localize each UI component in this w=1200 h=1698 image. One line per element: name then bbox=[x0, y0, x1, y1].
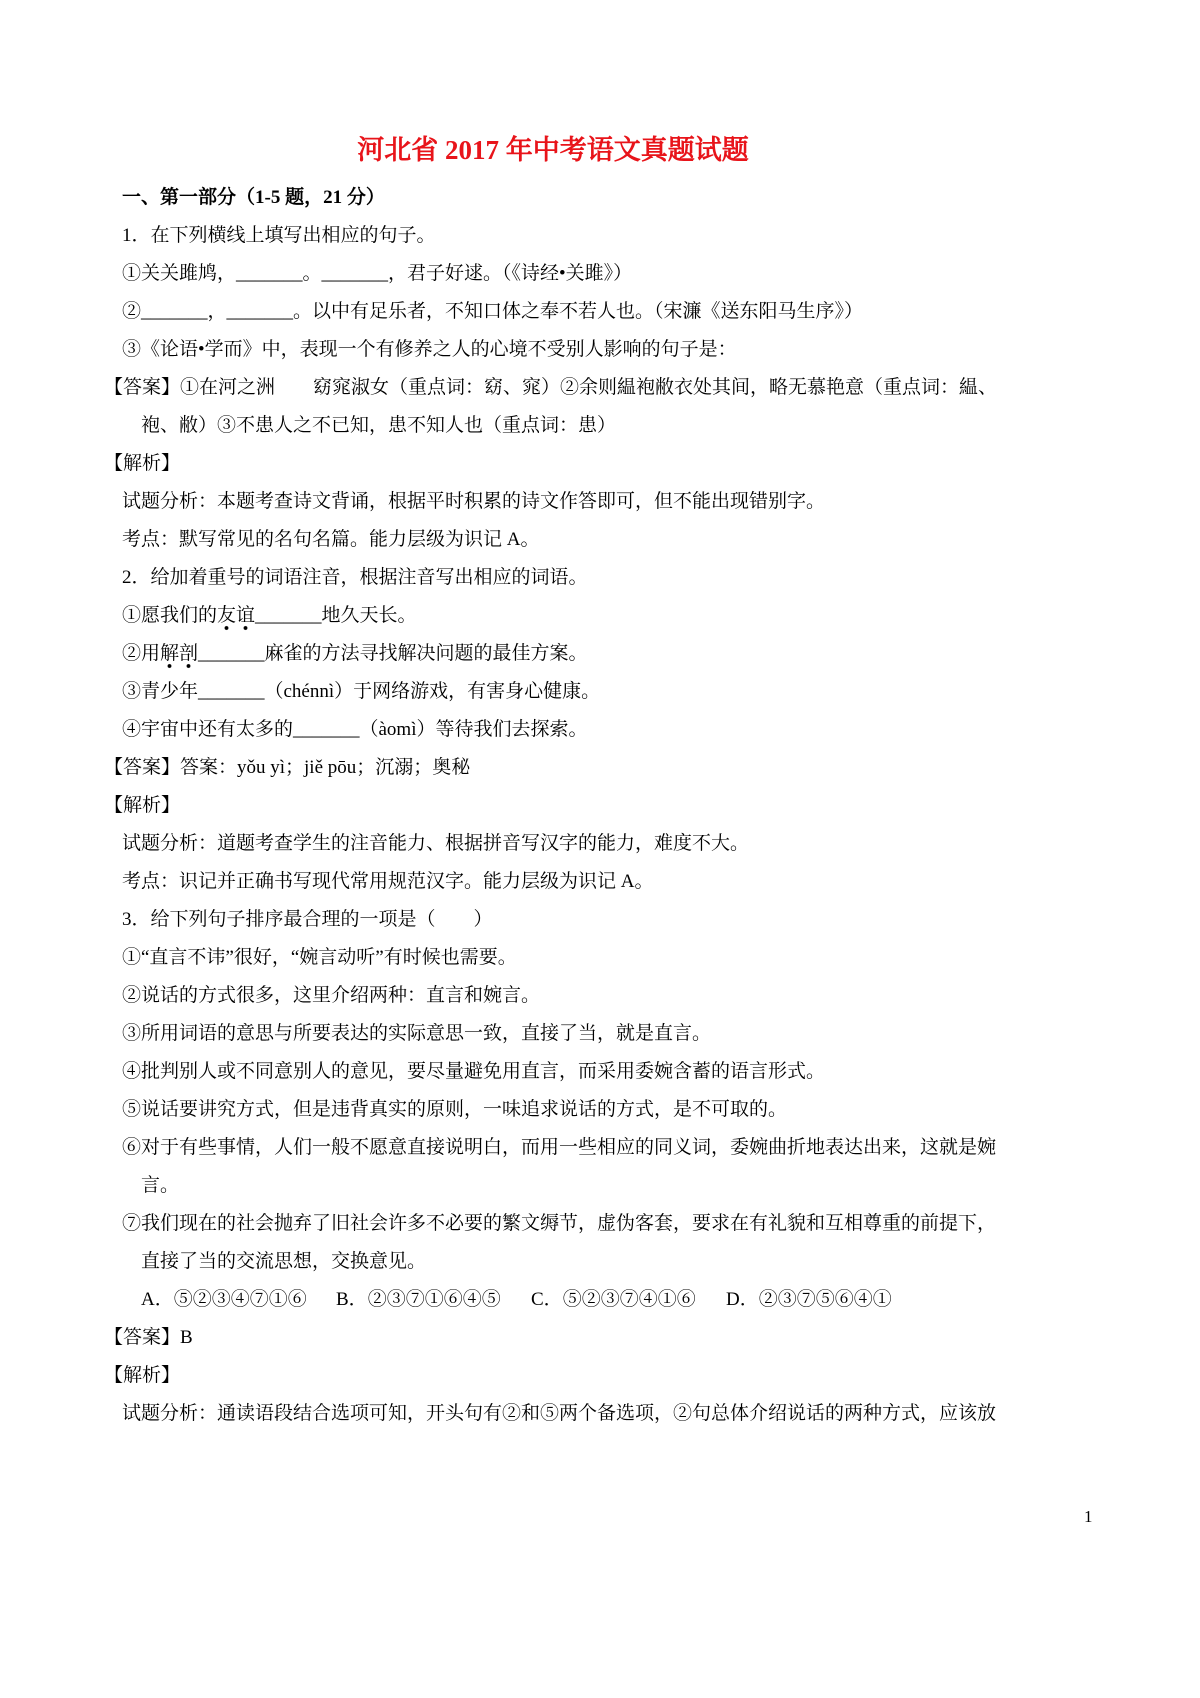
option-label: B． bbox=[336, 1289, 368, 1310]
question-2-stem: 2．给加着重号的词语注音，根据注音写出相应的词语。 bbox=[122, 567, 588, 588]
emphasized-word: 解剖 bbox=[160, 643, 198, 669]
option-value: ②③⑦①⑥④⑤ bbox=[367, 1289, 501, 1310]
question-3-sentence-3: ③所用词语的意思与所要表达的实际意思一致，直接了当，就是直言。 bbox=[122, 1023, 712, 1044]
question-3-sentence-4: ④批判别人或不同意别人的意见，要尽量避免用直言，而采用委婉含蓄的语言形式。 bbox=[122, 1061, 826, 1082]
emphasized-word: 友谊 bbox=[217, 605, 255, 631]
option-d bbox=[726, 1281, 921, 1319]
option-value: ⑤②③⑦④①⑥ bbox=[562, 1289, 696, 1310]
question-2-item-1 bbox=[0, 597, 1200, 635]
question-1-analysis: 试题分析：本题考查诗文背诵，根据平时积累的诗文作答即可，但不能出现错别字。 bbox=[122, 491, 826, 512]
question-2-exam-point: 考点：识记并正确书写现代常用规范汉字。能力层级为识记 A。 bbox=[122, 871, 654, 892]
section-heading: 一、第一部分（1-5 题，21 分） bbox=[122, 187, 385, 208]
option-c bbox=[531, 1281, 726, 1319]
question-1-item-2: ②_______，_______。以中有足乐者，不知口体之奉不若人也。（宋濂《送东阳马生序》） bbox=[122, 301, 864, 322]
question-2-item-3: ③青少年_______（chénnì）于网络游戏，有害身心健康。 bbox=[122, 681, 601, 702]
option-label: C． bbox=[531, 1289, 563, 1310]
option-a bbox=[141, 1281, 336, 1319]
option-b bbox=[336, 1281, 531, 1319]
question-2-analysis-label: 【解析】 bbox=[104, 795, 181, 816]
option-value: ②③⑦⑤⑥④① bbox=[758, 1289, 892, 1310]
question-3-options bbox=[0, 1281, 1200, 1319]
question-3-analysis-label: 【解析】 bbox=[104, 1365, 181, 1386]
question-1-exam-point: 考点：默写常见的名句名篇。能力层级为识记 A。 bbox=[122, 529, 540, 550]
question-3-sentence-6-continued: 言。 bbox=[141, 1175, 180, 1196]
question-3-sentence-5: ⑤说话要讲究方式，但是违背真实的原则，一味追求说话的方式，是不可取的。 bbox=[122, 1099, 788, 1120]
question-2-answer: 【答案】答案：yǒu yì；jiě pōu；沉溺；奥秘 bbox=[104, 757, 471, 778]
option-label: D． bbox=[726, 1289, 759, 1310]
question-3-stem: 3．给下列句子排序最合理的一项是（ ） bbox=[122, 909, 493, 930]
question-3-sentence-1: ①“直言不讳”很好，“婉言动听”有时候也需要。 bbox=[122, 947, 517, 968]
question-1-stem: 1．在下列横线上填写出相应的句子。 bbox=[122, 225, 436, 246]
question-1-analysis-label: 【解析】 bbox=[104, 453, 181, 474]
document-body bbox=[0, 179, 1200, 1433]
question-3-analysis: 试题分析：通读语段结合选项可知，开头句有②和⑤两个备选项，②句总体介绍说话的两种方式，应该放 bbox=[122, 1403, 997, 1424]
question-2-item-4: ④宇宙中还有太多的_______（àomì）等待我们去探索。 bbox=[122, 719, 588, 740]
option-value: ⑤②③④⑦①⑥ bbox=[173, 1289, 307, 1310]
item-text-after: _______麻雀的方法寻找解决问题的最佳方案。 bbox=[198, 643, 588, 664]
item-text-after: _______地久天长。 bbox=[255, 605, 417, 626]
question-1-answer-continued: 袍、敝）③不患人之不已知，患不知人也（重点词：患） bbox=[141, 415, 617, 436]
question-1-item-1: ①关关雎鸠，_______。_______，君子好逑。（《诗经•关雎》） bbox=[122, 263, 633, 284]
question-1-answer: 【答案】①在河之洲 窈窕淑女（重点词：窈、窕）②余则緼袍敝衣处其间，略无慕艳意（重点词：緼、 bbox=[104, 377, 998, 398]
question-3-sentence-7-continued: 直接了当的交流思想，交换意见。 bbox=[141, 1251, 427, 1272]
question-3-answer: 【答案】B bbox=[104, 1327, 193, 1348]
option-label: A． bbox=[141, 1289, 174, 1310]
item-text-before: ②用 bbox=[122, 643, 161, 664]
item-text-before: ①愿我们的 bbox=[122, 605, 218, 626]
question-3-sentence-7: ⑦我们现在的社会抛弃了旧社会许多不必要的繁文缛节，虚伪客套，要求在有礼貌和互相尊重的前提下， bbox=[122, 1213, 997, 1234]
question-3-sentence-2: ②说话的方式很多，这里介绍两种：直言和婉言。 bbox=[122, 985, 541, 1006]
question-2-analysis: 试题分析：道题考查学生的注音能力、根据拼音写汉字的能力，难度不大。 bbox=[122, 833, 750, 854]
page-number: 1 bbox=[1084, 1507, 1093, 1526]
question-3-sentence-6: ⑥对于有些事情，人们一般不愿意直接说明白，而用一些相应的同义词，委婉曲折地表达出来，这就是婉 bbox=[122, 1137, 997, 1158]
question-2-item-2 bbox=[0, 635, 1200, 673]
document-title: 河北省 2017 年中考语文真题试题 bbox=[357, 135, 749, 165]
question-1-item-3: ③《论语•学而》中，表现一个有修养之人的心境不受别人影响的句子是： bbox=[122, 339, 737, 360]
